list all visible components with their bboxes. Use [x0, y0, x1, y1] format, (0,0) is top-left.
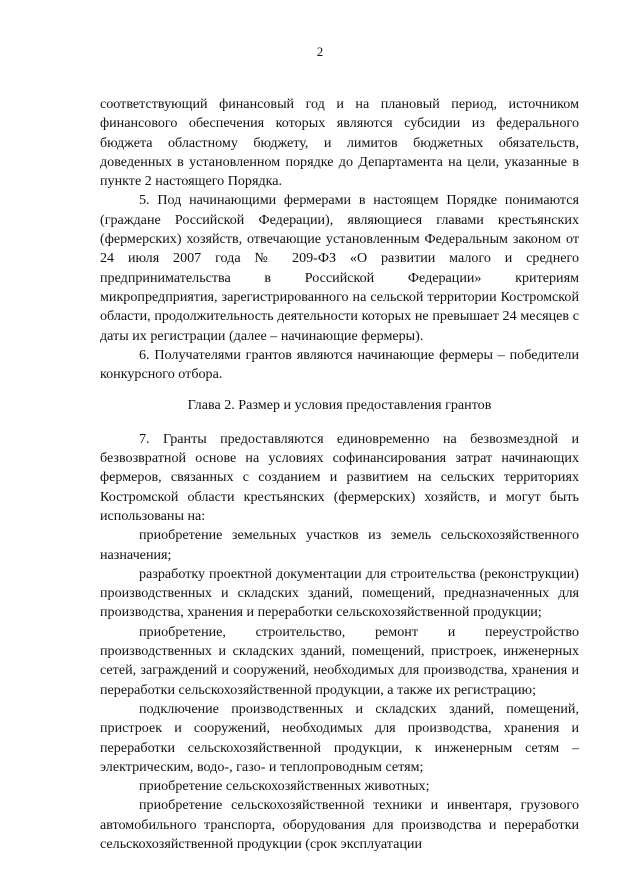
page-number: 2	[316, 44, 324, 59]
chapter-title: Глава 2. Размер и условия предоставления грантов	[187, 397, 492, 414]
list-item-construction: приобретение, строительство, ремонт и переустройство производственных и складских зданий, помещений, пристроек, инженерных сетей, заграждений и сооружений, необходимых для производства, хранения и переработки сельскохозяйственной продукции, а также их регистрацию;	[100, 623, 579, 698]
list-item-equipment: приобретение сельскохозяйственной техники и инвентаря, грузового автомобильного транспорта, оборудования для производства и переработки сельскохозяйственной продукции (срок эксплуатации	[100, 797, 579, 852]
list-item-animals: приобретение сельскохозяйственных животных;	[139, 778, 430, 795]
list-item-utilities: подключение производственных и складских зданий, помещений, пристроек и сооружений, необходимых для производства, хранения и переработки сельскохозяйственной продукции, к инженерным сетям – электрическим, водо-, газо- и теплопроводным сетям;	[100, 700, 579, 775]
document-body	[100, 95, 579, 854]
paragraph-item-6: 6. Получателями грантов являются начинающие фермеры – победители конкурсного отбора.	[100, 346, 579, 383]
list-item-project-docs: разработку проектной документации для строительства (реконструкции) производственных и складских зданий, помещений, предназначенных для производства, хранения и переработки сельскохозяйственной продукции;	[100, 565, 579, 621]
paragraph-item-5: 5. Под начинающими фермерами в настоящем Порядке понимаются (граждане Российской Федерации), являющиеся главами крестьянских (фермерских) хозяйств, отвечающие установленным Федеральным законом от 24 июля 2007 года № 209-ФЗ «О развитии малого и среднего предпринимательства в Российской Федерации» критериям микропредприятия, зарегистрированного на сельской территории Костромской области, продолжительность деятельности которых не превышает 24 месяцев с даты их регистрации (далее – начинающие фермеры).	[100, 192, 579, 344]
paragraph-continuation: соответствующий финансовый год и на плановый период, источником финансового обеспечения которых являются субсидии из федерального бюджета областному бюджету, и лимитов бюджетных обязательств, доведенных в установленном порядке до Департамента на цели, указанные в пункте 2 настоящего Порядка.	[100, 96, 579, 190]
list-item-land: приобретение земельных участков из земель сельскохозяйственного назначения;	[100, 527, 579, 563]
paragraph-item-7: 7. Гранты предоставляются единовременно на безвозмездной и безвозвратной основе на условиях софинансирования затрат начинающих фермеров, связанных с созданием и развитием на сельских территориях Костромской области крестьянских (фермерских) хозяйств, и могут быть использованы на:	[100, 430, 579, 524]
